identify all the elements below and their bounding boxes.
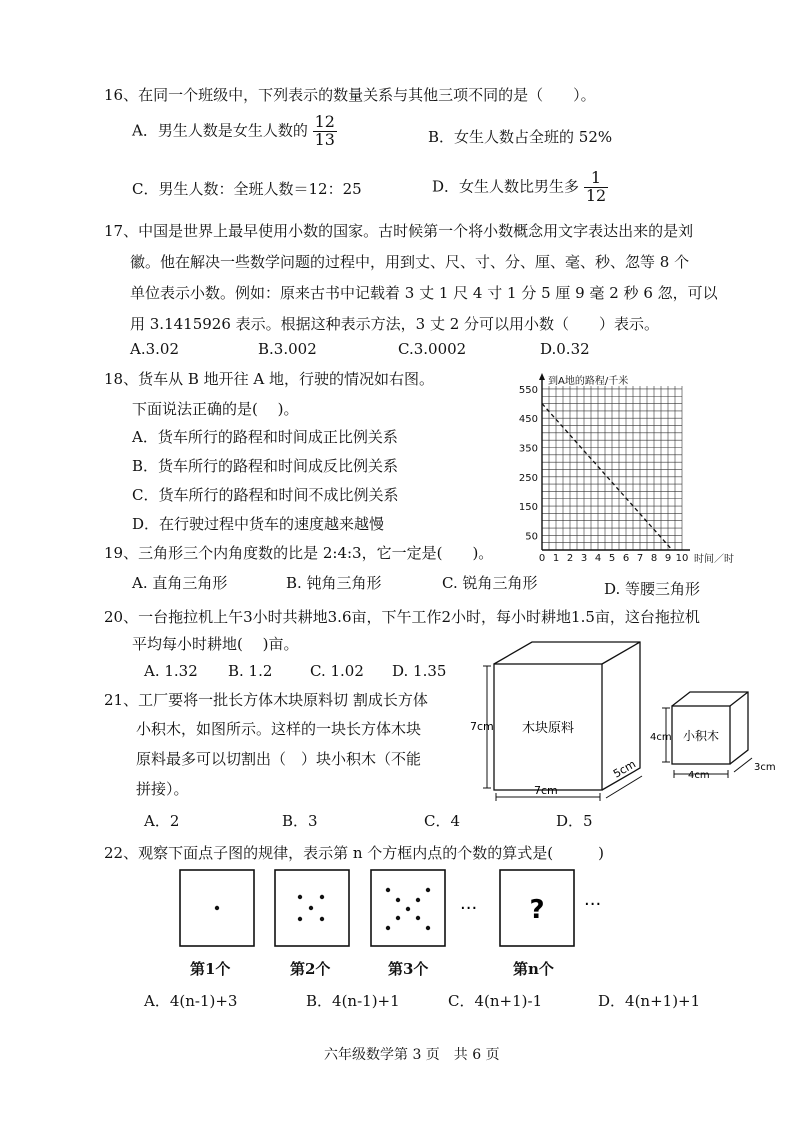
q18-line-1: 18、货车从 B 地开往 A 地，行驶的情况如右图。 <box>104 370 435 388</box>
dot <box>215 906 219 910</box>
q22-option-c: C．4(n+1)-1 <box>448 992 543 1010</box>
chart-x-tick-label: 10 <box>675 553 689 564</box>
q21-option-b: B．3 <box>282 812 318 830</box>
chart-x-tick-label: 1 <box>552 553 560 564</box>
big-depth-dimension <box>606 776 642 798</box>
q17-option-c: C.3.0002 <box>398 340 467 358</box>
q21-option-a: A．2 <box>144 812 180 830</box>
small-depth-label: 3cm <box>754 762 776 773</box>
chart-x-tick-label: 3 <box>580 553 588 564</box>
q21-line-4: 拼接）。 <box>136 780 189 798</box>
q21-option-d: D．5 <box>556 812 593 830</box>
q22-stem: 22、观察下面点子图的规律，表示第 n 个方框内点的个数的算式是( ) <box>104 844 604 862</box>
chart-x-tick-label: 6 <box>622 553 630 564</box>
chart-y-tick-label: 350 <box>518 443 538 455</box>
q20-option-b: B. 1.2 <box>228 662 273 680</box>
chart-y-tick-label: 450 <box>518 414 538 426</box>
small-height-label: 4cm <box>650 732 672 743</box>
big-depth-label: 5cm <box>611 757 639 781</box>
q22-box-1-label: 第1个 <box>190 960 231 978</box>
q16-option-d <box>432 170 608 205</box>
page-footer: 六年级数学第 3 页 共 6 页 <box>324 1047 500 1063</box>
chart-y-tick-label: 550 <box>518 384 538 396</box>
q18-line-2: 下面说法正确的是( )。 <box>132 400 299 418</box>
big-cuboid-label: 木块原料 <box>521 721 575 736</box>
q17-line-2: 徽。他在解决一些数学问题的过程中，用到丈、尺、寸、分、厘、毫、秒、忽等 8 个 <box>130 253 690 271</box>
q21-line-3: 原料最多可以切割出（ ）块小积木（不能 <box>136 750 422 768</box>
q18-distance-time-chart <box>500 372 770 572</box>
q21-line-1: 21、工厂要将一批长方体木块原料切 割成长方体 <box>104 691 428 709</box>
q16-option-d-fraction <box>584 170 608 205</box>
q21-option-c: C．4 <box>424 812 461 830</box>
q22-box-2-label: 第2个 <box>290 960 331 978</box>
chart-x-tick-label: 7 <box>636 553 644 564</box>
q21-cuboid-figure <box>470 636 790 806</box>
chart-y-tick-label: 50 <box>525 531 538 543</box>
q19-option-c: C. 锐角三角形 <box>442 574 538 592</box>
small-cuboid-label: 小积木 <box>682 729 720 743</box>
q22-option-b: B．4(n-1)+1 <box>306 992 400 1010</box>
small-cuboid <box>672 692 748 764</box>
fraction-denominator: 12 <box>585 185 607 205</box>
q16-stem: 16、在同一个班级中，下列表示的数量关系与其他三项不同的是（ ）。 <box>104 86 596 104</box>
chart-x-tick-label: 2 <box>566 553 574 564</box>
q22-option-a: A．4(n-1)+3 <box>144 992 238 1010</box>
q22-box-3-label: 第3个 <box>388 960 429 978</box>
q19-option-b: B. 钝角三角形 <box>286 574 382 592</box>
chart-x-tick-label: 0 <box>538 553 546 564</box>
chart-y-tick-label: 150 <box>518 502 538 514</box>
q22-box-n-label: 第n个 <box>513 960 554 978</box>
q19-option-d: D. 等腰三角形 <box>604 580 701 598</box>
big-width-label: 7cm <box>534 784 558 797</box>
q18-option-d: D．在行驶过程中货车的速度越来越慢 <box>132 515 385 533</box>
chart-x-tick-label: 8 <box>650 553 658 564</box>
big-height-label: 7cm <box>470 720 494 733</box>
q18-option-b: B．货车所行的路程和时间成反比例关系 <box>132 457 399 475</box>
q20-option-a: A. 1.32 <box>144 662 198 680</box>
chart-y-axis-label: 到A地的路程/千米 <box>548 376 629 387</box>
q20-option-d: D. 1.35 <box>392 662 447 680</box>
ellipsis-1: ··· <box>460 898 478 919</box>
q18-option-a: A．货车所行的路程和时间成正比例关系 <box>132 428 398 446</box>
q17-line-3: 单位表示小数。例如：原来古书中记载着 3 丈 1 尺 4 寸 1 分 5 厘 9 毫 2 秒 6 忽，可以 <box>130 284 718 302</box>
q17-line-1: 17、中国是世界上最早使用小数的国家。古时候第一个将小数概念用文字表达出来的是刘 <box>104 222 694 240</box>
q20-line-1: 20、一台拖拉机上午3小时共耕地3.6亩，下午工作2小时，每小时耕地1.5亩，这台拖拉机 <box>104 608 700 626</box>
chart-x-tick-label: 5 <box>608 553 616 564</box>
q17-option-d: D.0.32 <box>540 340 590 358</box>
q19-option-a: A. 直角三角形 <box>132 574 228 592</box>
fraction-numerator: 12 <box>314 112 335 131</box>
q16-option-a-fraction <box>313 114 337 149</box>
chart-x-tick-label: 4 <box>594 553 602 564</box>
q19-stem: 19、三角形三个内角度数的比是 2:4:3，它一定是( )。 <box>104 544 494 562</box>
q21-line-2: 小积木，如图所示。这样的一块长方体木块 <box>136 720 422 738</box>
pattern-box-2-dots <box>298 895 324 921</box>
q17-option-a: A.3.02 <box>130 340 179 358</box>
q20-option-c: C. 1.02 <box>310 662 364 680</box>
question-mark: ? <box>529 895 545 925</box>
q16-option-b: B．女生人数占全班的 52% <box>428 128 613 146</box>
chart-x-axis-label: 时间／时 <box>694 554 734 565</box>
q18-option-c: C．货车所行的路程和时间不成比例关系 <box>132 486 399 504</box>
q16-option-a <box>132 114 337 149</box>
q22-dot-pattern-figure <box>160 868 620 952</box>
q17-option-b: B.3.002 <box>258 340 317 358</box>
chart-x-tick-label: 9 <box>664 553 672 564</box>
q16-option-c: C．男生人数：全班人数＝12：25 <box>132 180 362 198</box>
chart-y-tick-label: 250 <box>518 472 538 484</box>
pattern-box-3-dots <box>386 888 430 930</box>
q16-option-a-text: A．男生人数是女生人数的 <box>132 121 308 140</box>
q17-line-4: 用 3.1415926 表示。根据这种表示方法，3 丈 2 分可以用小数（ ）表示。 <box>130 315 660 333</box>
q20-line-2: 平均每小时耕地( )亩。 <box>132 635 299 653</box>
small-width-label: 4cm <box>688 770 710 781</box>
fraction-numerator: 1 <box>590 168 602 187</box>
ellipsis-2: ··· <box>584 894 602 915</box>
fraction-denominator: 13 <box>314 129 335 149</box>
chart-y-axis-arrow <box>539 373 545 380</box>
q22-option-d: D．4(n+1)+1 <box>598 992 701 1010</box>
q16-option-d-text: D．女生人数比男生多 <box>432 177 580 196</box>
